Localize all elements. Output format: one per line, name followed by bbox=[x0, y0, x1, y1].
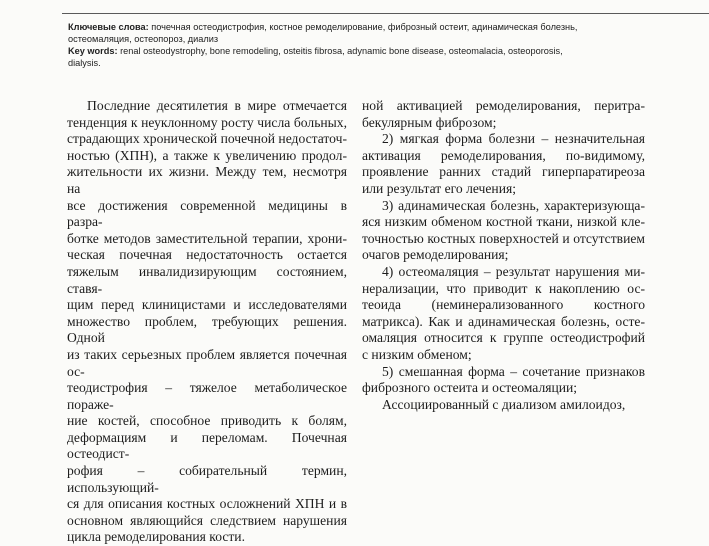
text-line: точностью костных поверхностей и отсутствием bbox=[362, 230, 645, 246]
keywords-ru-text: почечная остеодистрофия, костное ремоделирование, фиброзный остеит, адинамическая болезнь, bbox=[148, 22, 578, 32]
text-line: теоида (неминерализованного костного bbox=[362, 297, 645, 313]
text-line: тенденция к неуклонному росту числа больных, bbox=[67, 114, 347, 130]
text-line: множество проблем, требующих решения. Одной bbox=[67, 313, 347, 346]
text-line: очагов ремоделирования; bbox=[362, 247, 509, 263]
text-line: матрикса). Как и адинамическая болезнь, осте- bbox=[362, 313, 645, 329]
text-line: или результат его лечения; bbox=[362, 180, 516, 196]
text-line: фиброзного остеита и остеомаляции; bbox=[362, 380, 578, 396]
keywords-ru-label: Ключевые слова: bbox=[68, 22, 149, 32]
text-line: ботке методов заместительной терапии, хрони- bbox=[67, 230, 347, 246]
text-line: все достижения современной медицины в разра- bbox=[67, 197, 347, 230]
text-line: ние костей, способное приводить к болям, bbox=[67, 413, 347, 429]
text-line: ся для описания костных осложнений ХПН и в bbox=[67, 496, 347, 512]
keywords-block bbox=[68, 21, 704, 69]
text-line: 5) смешанная форма – сочетание признаков bbox=[382, 363, 645, 379]
text-line: цикла ремоделирования кости. bbox=[67, 529, 245, 545]
text-line: омаляция относится к группе остеодистрофий bbox=[362, 330, 645, 346]
text-line: щим перед клиницистами и исследователями bbox=[67, 297, 347, 313]
text-line: 2) мягкая форма болезни – незначительная bbox=[382, 131, 645, 147]
text-line: яся низким обменом костной ткани, низкой кле- bbox=[362, 214, 645, 230]
text-line: с низким обменом; bbox=[362, 346, 472, 362]
left-text-column bbox=[67, 98, 347, 546]
text-line: деформациям и переломам. Почечная остеодист- bbox=[67, 429, 347, 462]
keywords-ru bbox=[68, 21, 704, 33]
text-line: ной активацией ремоделирования, перитра- bbox=[362, 98, 645, 113]
text-line: ческая почечная недостаточность остается bbox=[67, 247, 347, 263]
text-line: проявление ранних стадий гиперпаратиреоза bbox=[362, 164, 645, 180]
text-line: бекулярным фиброзом; bbox=[362, 114, 497, 130]
text-line: рофия – собирательный термин, использующий- bbox=[67, 463, 347, 495]
text-line: нерализации, что приводит к накоплению ос- bbox=[362, 280, 645, 296]
text-line: ностью (ХПН), а также к увеличению продол- bbox=[67, 147, 347, 163]
header-rule bbox=[62, 13, 709, 14]
keywords-en-cont: dialysis. bbox=[68, 58, 101, 68]
text-line: Ассоциированный с диализом амилоидоз, bbox=[382, 396, 626, 412]
text-line: 3) адинамическая болезнь, характеризующа- bbox=[382, 197, 645, 213]
text-line: активация ремоделирования, по-видимому, bbox=[362, 147, 645, 163]
keywords-ru-cont: остеомаляция, остеопороз, диализ bbox=[68, 34, 219, 44]
right-text-column bbox=[362, 98, 645, 413]
keywords-en-text: renal osteodystrophy, bone remodeling, osteitis fibrosa, adynamic bone disease, osteomalacia, osteoporosis, bbox=[117, 46, 563, 56]
text-line: жительности их жизни. Между тем, несмотря на bbox=[67, 164, 347, 196]
keywords-en bbox=[68, 45, 704, 57]
text-line: тяжелым инвалидизирующим состоянием, ставя- bbox=[67, 263, 347, 296]
text-line: основном являющийся следствием нарушения bbox=[67, 512, 347, 528]
text-line: теодистрофия – тяжелое метаболическое пораже- bbox=[67, 380, 347, 412]
text-line: страдающих хронической почечной недостаточ- bbox=[67, 131, 347, 147]
text-line: Последние десятилетия в мире отмечается bbox=[87, 98, 347, 113]
text-line: 4) остеомаляция – результат нарушения ми- bbox=[382, 263, 645, 279]
text-line: из таких серьезных проблем является почечная ос- bbox=[67, 346, 347, 379]
keywords-en-label: Key words: bbox=[68, 46, 118, 56]
